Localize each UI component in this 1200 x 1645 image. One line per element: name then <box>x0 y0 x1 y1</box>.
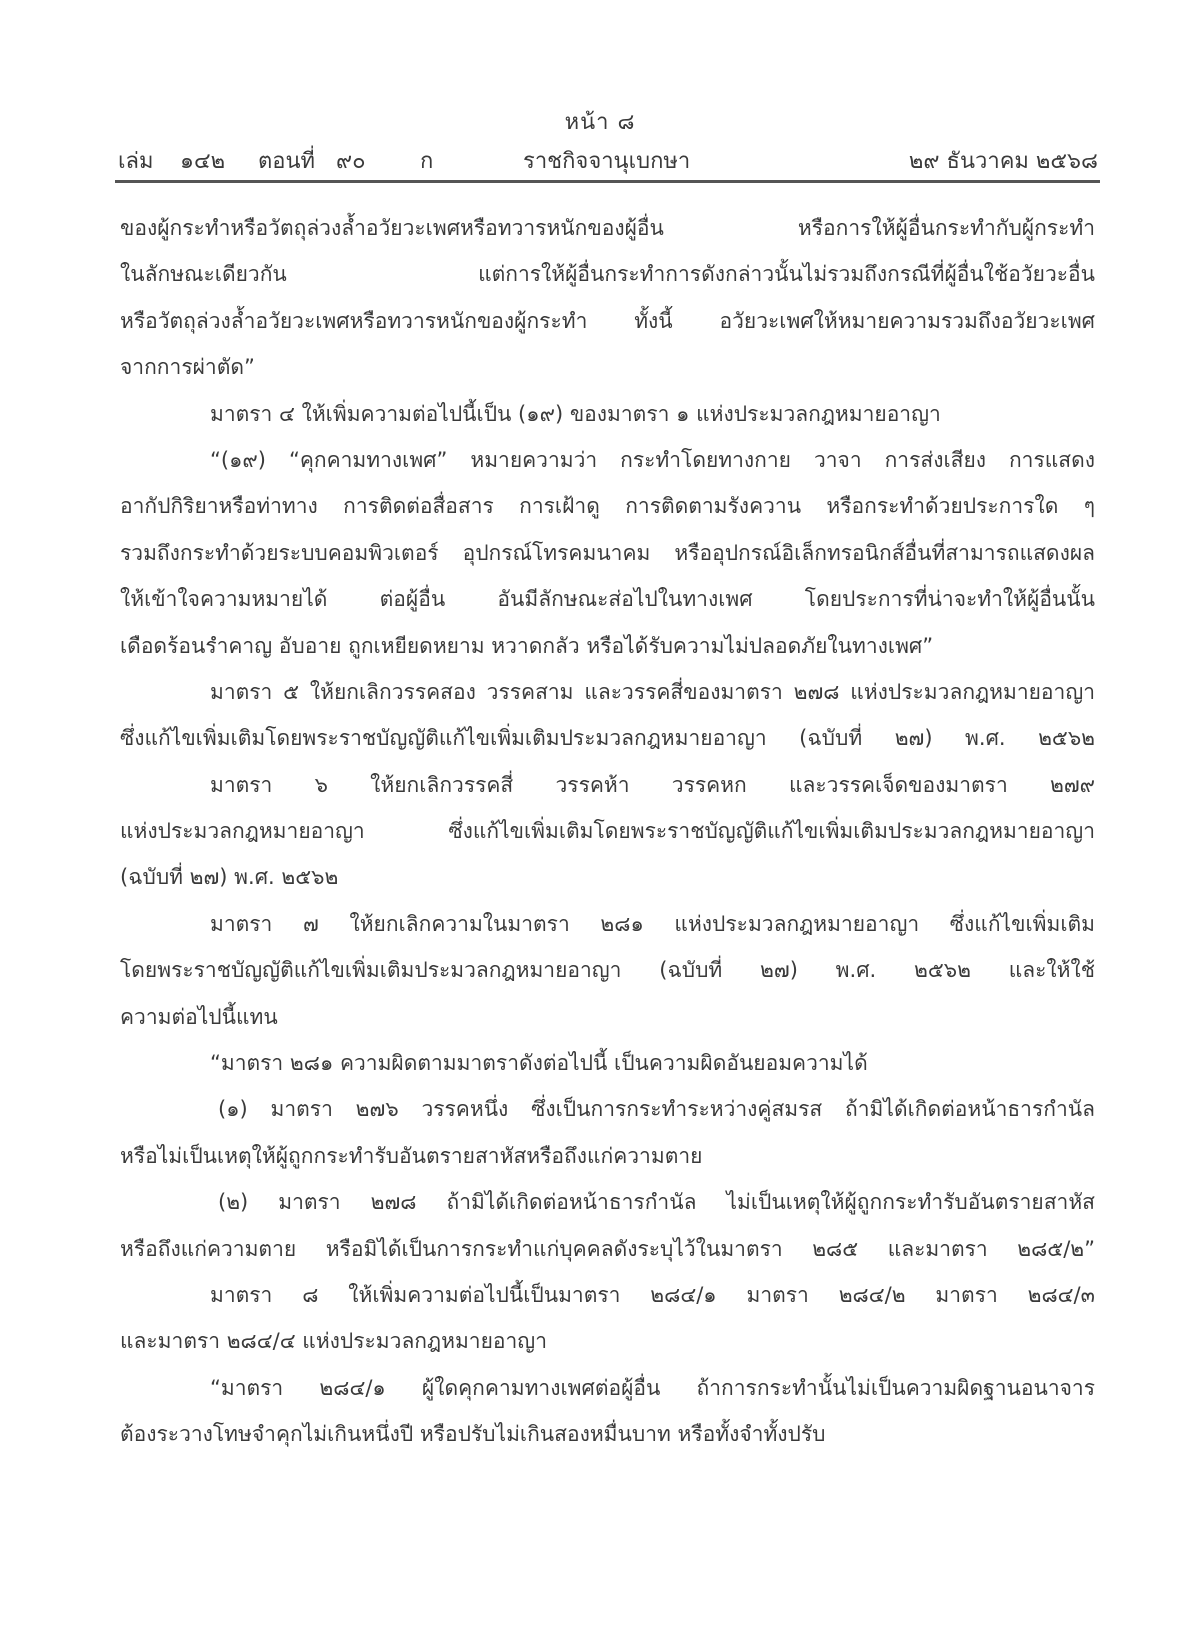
text-line: ซึ่งแก้ไขเพิ่มเติมโดยพระราชบัญญัติแก้ไขเพิ่มเติมประมวลกฎหมายอาญา (ฉบับที่ ๒๗) พ.ศ. ๒๕๖๒ <box>120 726 1095 751</box>
text-line: อากัปกิริยาหรือท่าทาง การติดต่อสื่อสาร การเฝ้าดู การติดตามรังควาน หรือกระทำด้วยประการใด ๆ <box>120 494 1095 519</box>
issue-label: ตอนที่ <box>258 149 316 174</box>
text-line: เดือดร้อนรำคาญ อับอาย ถูกเหยียดหยาม หวาดกลัว หรือได้รับความไม่ปลอดภัยในทางเพศ” <box>120 633 934 658</box>
section-6-heading: มาตรา ๖ ให้ยกเลิกวรรคสี่ วรรคห้า วรรคหก และวรรคเจ็ดของมาตรา ๒๗๙ <box>210 772 1095 797</box>
section-5-heading: มาตรา ๕ ให้ยกเลิกวรรคสอง วรรคสาม และวรรคสี่ของมาตรา ๒๗๘ แห่งประมวลกฎหมายอาญา <box>210 679 1095 704</box>
text-line: ของผู้กระทำหรือวัตถุล่วงล้ำอวัยวะเพศหรือทวารหนักของผู้อื่น หรือการให้ผู้อื่นกระทำกับผู้กระทำ <box>120 216 1095 240</box>
section-7-heading: มาตรา ๗ ให้ยกเลิกความในมาตรา ๒๘๑ แห่งประมวลกฎหมายอาญา ซึ่งแก้ไขเพิ่มเติม <box>210 911 1095 936</box>
text-line: รวมถึงกระทำด้วยระบบคอมพิวเตอร์ อุปกรณ์โทรคมนาคม หรืออุปกรณ์อิเล็กทรอนิกส์อื่นที่สามารถแสดงผล <box>120 540 1095 565</box>
section-284-1-text: “มาตรา ๒๘๔/๑ ผู้ใดคุกคามทางเพศต่อผู้อื่น ถ้าการกระทำนั้นไม่เป็นความผิดฐานอนาจาร <box>210 1375 1095 1400</box>
header-divider <box>115 180 1100 183</box>
section-letter: ก <box>420 149 434 174</box>
volume-label: เล่ม <box>118 149 154 174</box>
text-line: “(๑๙) “คุกคามทางเพศ” หมายความว่า กระทำโดยทางกาย วาจา การส่งเสียง การแสดง <box>210 447 1095 472</box>
text-line: จากการผ่าตัด” <box>120 355 255 380</box>
text-line: หรือไม่เป็นเหตุให้ผู้ถูกกระทำรับอันตรายสาหัสหรือถึงแก่ความตาย <box>120 1143 703 1168</box>
issue-number: ๙๐ <box>336 149 366 174</box>
clause-1: (๑) มาตรา ๒๗๖ วรรคหนึ่ง ซึ่งเป็นการกระทำระหว่างคู่สมรส ถ้ามิได้เกิดต่อหน้าธารกำนัล <box>218 1097 1095 1122</box>
text-line: ต้องระวางโทษจำคุกไม่เกินหนึ่งปี หรือปรับไม่เกินสองหมื่นบาท หรือทั้งจำทั้งปรับ <box>120 1422 826 1447</box>
text-line: หรือวัตถุล่วงล้ำอวัยวะเพศหรือทวารหนักของผู้กระทำ ทั้งนี้ อวัยวะเพศให้หมายความรวมถึงอวัยวะเพศ <box>120 308 1095 333</box>
publication-date: ๒๙ ธันวาคม ๒๕๖๘ <box>908 149 1098 174</box>
text-line: แห่งประมวลกฎหมายอาญา ซึ่งแก้ไขเพิ่มเติมโดยพระราชบัญญัติแก้ไขเพิ่มเติมประมวลกฎหมายอาญา <box>120 819 1095 844</box>
gazette-header <box>118 143 1098 175</box>
publication-title: ราชกิจจานุเบกษา <box>523 149 691 174</box>
text-line: และมาตรา ๒๘๔/๔ แห่งประมวลกฎหมายอาญา <box>120 1329 547 1354</box>
section-4-heading: มาตรา ๔ ให้เพิ่มความต่อไปนี้เป็น (๑๙) ของมาตรา ๑ แห่งประมวลกฎหมายอาญา <box>210 401 941 426</box>
section-281-text: “มาตรา ๒๘๑ ความผิดตามมาตราดังต่อไปนี้ เป็นความผิดอันยอมความได้ <box>210 1051 868 1076</box>
body-text <box>120 205 1095 1458</box>
page-number: หน้า ๘ <box>564 110 636 135</box>
section-8-heading: มาตรา ๘ ให้เพิ่มความต่อไปนี้เป็นมาตรา ๒๘๔/๑ มาตรา ๒๘๔/๒ มาตรา ๒๘๔/๓ <box>210 1282 1095 1307</box>
clause-2: (๒) มาตรา ๒๗๘ ถ้ามิได้เกิดต่อหน้าธารกำนัล ไม่เป็นเหตุให้ผู้ถูกกระทำรับอันตรายสาหัส <box>218 1190 1095 1215</box>
text-line: โดยพระราชบัญญัติแก้ไขเพิ่มเติมประมวลกฎหมายอาญา (ฉบับที่ ๒๗) พ.ศ. ๒๕๖๒ และให้ใช้ <box>120 958 1095 983</box>
text-line: ความต่อไปนี้แทน <box>120 1004 278 1029</box>
text-line: ให้เข้าใจความหมายได้ ต่อผู้อื่น อันมีลักษณะส่อไปในทางเพศ โดยประการที่น่าจะทำให้ผู้อื่นนั้น <box>120 587 1095 612</box>
text-line: ในลักษณะเดียวกัน แต่การให้ผู้อื่นกระทำการดังกล่าวนั้นไม่รวมถึงกรณีที่ผู้อื่นใช้อวัยวะอื่น <box>120 262 1095 287</box>
text-line: (ฉบับที่ ๒๗) พ.ศ. ๒๕๖๒ <box>120 865 339 890</box>
volume-number: ๑๔๒ <box>180 149 226 174</box>
text-line: หรือถึงแก่ความตาย หรือมิได้เป็นการกระทำแก่บุคคลดังระบุไว้ในมาตรา ๒๘๕ และมาตรา ๒๘๕/๒” <box>120 1236 1095 1261</box>
